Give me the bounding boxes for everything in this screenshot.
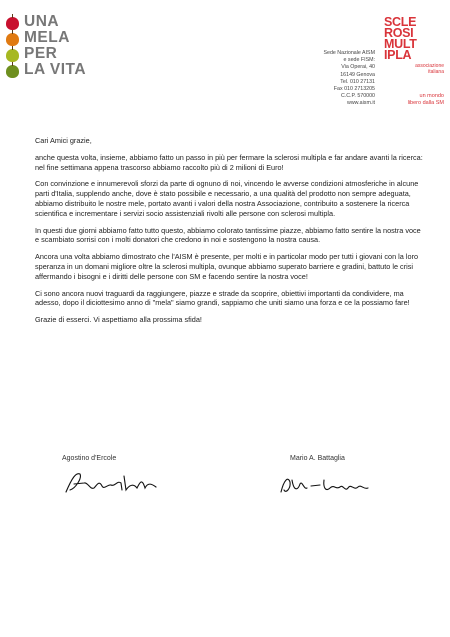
logo-line: LA VITA <box>24 61 87 78</box>
handwritten-signature-right <box>276 470 376 500</box>
greeting: Cari Amici grazie, <box>35 136 92 145</box>
sclerosi-multipla-logo <box>384 17 444 107</box>
handwritten-signature-left <box>62 468 162 498</box>
logo-subtitle-line: associazione <box>415 63 444 69</box>
logo-line: MELA <box>24 29 70 46</box>
red-apple-icon <box>6 17 19 30</box>
letter-body <box>35 136 423 332</box>
letter-paragraph: Con convinzione e innumerevoli sforzi da parte di ognuno di noi, vincendo le avverse condizioni atmosferiche in alcune parti d'Italia, supplendo anche, dove è stato possibile e necessario, a una qualità del prodotto non sempre adeguata, abbiamo distribuito le nostre mele, portato avanti i valori della nostra Associazione, contribuito a sostenere la ricerca scientifica e incrementare i servizi socio assistenziali rivolti alle persone con sclerosi multipla. <box>35 179 419 218</box>
address-line: Via Operai, 40 <box>341 64 375 71</box>
logo-word: ROSI <box>384 26 414 40</box>
address-line: e sede FISM: <box>343 57 375 64</box>
letter-paragraph: Ci sono ancora nuovi traguardi da raggiungere, piazze e strade da scoprire, obiettivi importanti da condividere, ma adesso, dopo il diciottesimo anno di "mela" siamo grandi, sappiamo che uniti siamo una forza e ce la possiamo fare! <box>35 288 410 308</box>
tagline-line: un mondo <box>419 93 444 99</box>
logo-subtitle <box>384 63 444 75</box>
tagline-line: libero dalla SM <box>407 100 444 106</box>
letter-paragraph: anche questa volta, insieme, abbiamo fatto un passo in più per fermare la sclerosi multipla e far andare avanti la ricerca: nel fine settimana appena trascorso abbiamo raccolto più di 2 milioni di Euro! <box>35 152 423 172</box>
letter-paragraph: In questi due giorni abbiamo fatto tutto questo, abbiamo colorato tantissime piazze, abbiamo fatto sentire la nostra voce e scambiato sorrisi con i molti donatori che credono in noi e sostengono la nostra causa. <box>35 225 421 245</box>
green-apple-icon <box>6 65 19 78</box>
signatory-left-name: Agostino d'Ercole <box>62 455 117 462</box>
una-mela-per-la-vita-logo <box>24 14 86 78</box>
yellow-apple-icon <box>6 49 19 62</box>
logo-subtitle-line: italiana <box>428 69 444 75</box>
headquarters-address <box>300 50 375 108</box>
logo-word: SCLE <box>384 15 417 29</box>
address-line: C.C.P. 570000 <box>340 93 375 100</box>
letter-paragraph: Ancora una volta abbiamo dimostrato che l'AISM è presente, per molti e in particolar modo per tutti i giovani con la loro speranza in un domani migliore oltre la sclerosi multipla, ovunque abbiamo superato barriere e gradini, battuto le crisi affermando i bisogni e i diritti delle persone con SM e facendo sentire la nostra voce! <box>35 252 419 281</box>
address-line: Sede Nazionale AISM <box>323 50 375 56</box>
logo-word: MULT <box>384 37 417 51</box>
closing: Grazie di esserci. Vi aspettiamo alla prossima sfida! <box>35 315 202 325</box>
address-line: Tel. 010 27131 <box>340 78 375 85</box>
logo-tagline <box>384 93 444 107</box>
apple-logo-icons <box>6 17 20 81</box>
address-line: 16149 Genova <box>340 71 375 78</box>
address-line: www.aism.it <box>347 100 375 107</box>
signatory-right-name: Mario A. Battaglia <box>290 455 345 462</box>
orange-apple-icon <box>6 33 19 46</box>
logo-line: PER <box>24 45 58 62</box>
logo-line: UNA <box>24 13 60 30</box>
logo-word: IPLA <box>384 48 412 62</box>
address-line: Fax 010 2713205 <box>333 86 375 93</box>
